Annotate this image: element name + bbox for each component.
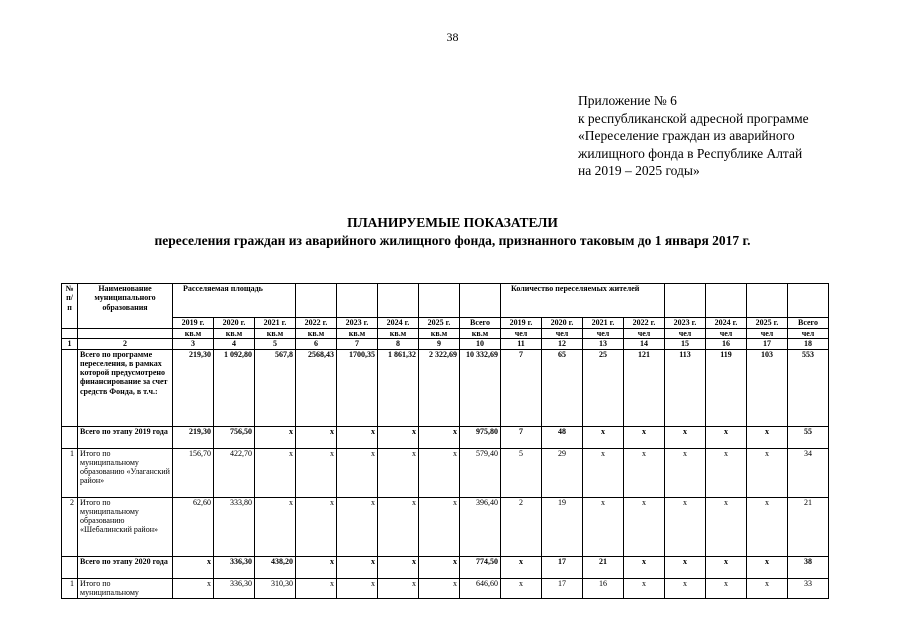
value-cell: 1 092,80 [214,349,255,426]
value-cell: x [624,448,665,497]
value-cell: x [624,556,665,578]
value-cell: x [419,556,460,578]
value-cell: x [747,578,788,598]
unit-header-cell: чел [501,329,542,339]
value-cell: x [501,578,542,598]
value-cell: 1700,35 [337,349,378,426]
year-header-cell: Всего [788,318,829,329]
row-index-cell [62,349,78,426]
unit-header-cell: кв.м [460,329,501,339]
value-cell: 29 [542,448,583,497]
value-cell: x [747,426,788,448]
row-name-cell: Всего по этапу 2020 года [78,556,173,578]
value-cell: x [337,426,378,448]
value-cell: x [706,556,747,578]
unit-header-cell: кв.м [296,329,337,339]
header-residents-group: Количество переселяемых жителей [501,284,665,318]
value-cell: x [583,497,624,556]
value-cell: x [706,497,747,556]
value-cell: x [255,497,296,556]
value-cell: x [706,448,747,497]
value-cell: x [747,556,788,578]
value-cell: 2568,43 [296,349,337,426]
value-cell: x [337,556,378,578]
column-number-cell: 18 [788,339,829,349]
year-header-cell: 2022 г. [296,318,337,329]
value-cell: x [665,556,706,578]
unit-header-cell: кв.м [419,329,460,339]
appendix-note [578,92,878,180]
row-index-cell: 2 [62,497,78,556]
value-cell: x [747,497,788,556]
value-cell: 333,80 [214,497,255,556]
value-cell: x [337,578,378,598]
unit-header-cell: кв.м [214,329,255,339]
year-header-cell: 2025 г. [419,318,460,329]
row-index-cell [62,556,78,578]
header-no: № п/п [62,284,78,329]
value-cell: x [378,448,419,497]
value-cell: 310,30 [255,578,296,598]
row-index-cell [62,426,78,448]
year-header-cell: 2023 г. [337,318,378,329]
value-cell: 25 [583,349,624,426]
value-cell: 17 [542,578,583,598]
year-header-cell: 2020 г. [214,318,255,329]
table-row [62,448,829,497]
value-cell: 48 [542,426,583,448]
table-row [62,556,829,578]
value-cell: x [624,578,665,598]
header-blank [296,284,337,318]
header-blank [378,284,419,318]
value-cell: 336,30 [214,556,255,578]
value-cell: 2 322,69 [419,349,460,426]
row-name-cell: Итого по муниципальному [78,578,173,598]
value-cell: 553 [788,349,829,426]
value-cell: x [378,426,419,448]
page-number: 38 [446,30,459,44]
year-header-cell: 2024 г. [706,318,747,329]
value-cell: 774,50 [460,556,501,578]
unit-header-cell: чел [706,329,747,339]
value-cell: x [173,556,214,578]
table-row [62,578,829,598]
unit-header-cell: кв.м [337,329,378,339]
row-name-cell: Всего по этапу 2019 года [78,426,173,448]
value-cell: 756,50 [214,426,255,448]
unit-header-cell: кв.м [255,329,296,339]
row-name-cell: Итого по муниципальному образованию «Шебалинский район» [78,497,173,556]
value-cell: 21 [583,556,624,578]
value-cell: 19 [542,497,583,556]
year-header-cell: 2019 г. [173,318,214,329]
value-cell: x [337,448,378,497]
value-cell: 646,60 [460,578,501,598]
value-cell: x [173,578,214,598]
column-number-cell: 2 [78,339,173,349]
value-cell: x [706,426,747,448]
value-cell: 336,30 [214,578,255,598]
value-cell: 55 [788,426,829,448]
value-cell: x [583,448,624,497]
value-cell: 121 [624,349,665,426]
value-cell: 396,40 [460,497,501,556]
table-row [62,497,829,556]
column-number-cell: 10 [460,339,501,349]
row-name-cell: Всего по программе переселения, в рамках которой предусмотрено финансирование за счет средств Фонда, в т.ч.: [78,349,173,426]
value-cell: x [296,556,337,578]
value-cell: x [665,426,706,448]
appendix-line: к республиканской адресной программе [578,110,809,126]
header-blank [460,284,501,318]
appendix-line: «Переселение граждан из аварийного [578,128,795,143]
column-number-cell: 8 [378,339,419,349]
value-cell: x [296,426,337,448]
value-cell: 156,70 [173,448,214,497]
document-heading [0,214,905,250]
value-cell: x [296,497,337,556]
value-cell: x [337,497,378,556]
header-blank [788,284,829,318]
year-header-cell: 2025 г. [747,318,788,329]
value-cell: 219,30 [173,349,214,426]
row-index-cell: 1 [62,578,78,598]
value-cell: x [419,578,460,598]
value-cell: x [255,426,296,448]
value-cell: x [665,578,706,598]
year-header-cell: 2023 г. [665,318,706,329]
value-cell: x [296,448,337,497]
appendix-line: Приложение № 6 [578,93,677,108]
value-cell: x [706,578,747,598]
column-number-cell: 12 [542,339,583,349]
year-header-cell: Всего [460,318,501,329]
column-number-cell: 5 [255,339,296,349]
value-cell: x [378,578,419,598]
header-blank [337,284,378,318]
column-number-cell: 14 [624,339,665,349]
column-number-cell: 9 [419,339,460,349]
value-cell: x [419,497,460,556]
row-name-cell: Итого по муниципальному образованию «Улаганский район» [78,448,173,497]
header-name: Наименование муниципального образования [78,284,173,329]
value-cell: 567,8 [255,349,296,426]
value-cell: x [747,448,788,497]
unit-header-cell: чел [583,329,624,339]
column-number-cell: 13 [583,339,624,349]
unit-header-cell: кв.м [173,329,214,339]
value-cell: x [501,556,542,578]
value-cell: x [378,497,419,556]
column-number-cell: 4 [214,339,255,349]
value-cell: x [665,497,706,556]
column-number-cell: 6 [296,339,337,349]
value-cell: x [624,426,665,448]
value-cell: 119 [706,349,747,426]
appendix-line: на 2019 – 2025 годы» [578,163,700,178]
indicators-table [61,283,829,599]
value-cell: 219,30 [173,426,214,448]
header-blank [419,284,460,318]
column-number-cell: 7 [337,339,378,349]
header-blank [665,284,706,318]
column-number-cell: 11 [501,339,542,349]
value-cell: 34 [788,448,829,497]
value-cell: 62,60 [173,497,214,556]
value-cell: 17 [542,556,583,578]
year-header-cell: 2024 г. [378,318,419,329]
value-cell: 16 [583,578,624,598]
year-header-cell: 2021 г. [255,318,296,329]
table-row [62,349,829,426]
value-cell: x [378,556,419,578]
unit-header-cell: чел [665,329,706,339]
value-cell: x [296,578,337,598]
document-subtitle: переселения граждан из аварийного жилищного фонда, признанного таковым до 1 января 2017 г. [154,233,751,248]
column-number-cell: 16 [706,339,747,349]
value-cell: 103 [747,349,788,426]
column-number-cell: 17 [747,339,788,349]
appendix-line: жилищного фонда в Республике Алтай [578,145,803,161]
header-blank [747,284,788,318]
value-cell: 33 [788,578,829,598]
value-cell: x [419,426,460,448]
value-cell: 2 [501,497,542,556]
unit-header-cell: чел [788,329,829,339]
column-number-cell: 15 [665,339,706,349]
value-cell: 438,20 [255,556,296,578]
value-cell: x [255,448,296,497]
unit-header-cell: чел [542,329,583,339]
header-area-group: Расселяемая площадь [173,284,296,318]
value-cell: x [624,497,665,556]
value-cell: x [665,448,706,497]
column-number-cell: 1 [62,339,78,349]
value-cell: x [583,426,624,448]
value-cell: 7 [501,426,542,448]
value-cell: 21 [788,497,829,556]
table-row [62,426,829,448]
unit-blank-cell [62,329,78,339]
value-cell: 1 861,32 [378,349,419,426]
value-cell: 38 [788,556,829,578]
value-cell: 5 [501,448,542,497]
document-title: ПЛАНИРУЕМЫЕ ПОКАЗАТЕЛИ [347,215,558,230]
value-cell: 10 332,69 [460,349,501,426]
column-number-cell: 3 [173,339,214,349]
value-cell: x [419,448,460,497]
value-cell: 975,80 [460,426,501,448]
header-blank [706,284,747,318]
value-cell: 422,70 [214,448,255,497]
year-header-cell: 2021 г. [583,318,624,329]
unit-header-cell: чел [747,329,788,339]
year-header-cell: 2022 г. [624,318,665,329]
year-header-cell: 2020 г. [542,318,583,329]
value-cell: 7 [501,349,542,426]
value-cell: 65 [542,349,583,426]
value-cell: 579,40 [460,448,501,497]
year-header-cell: 2019 г. [501,318,542,329]
row-index-cell: 1 [62,448,78,497]
unit-header-cell: кв.м [378,329,419,339]
unit-header-cell: чел [624,329,665,339]
value-cell: 113 [665,349,706,426]
unit-blank-cell [78,329,173,339]
